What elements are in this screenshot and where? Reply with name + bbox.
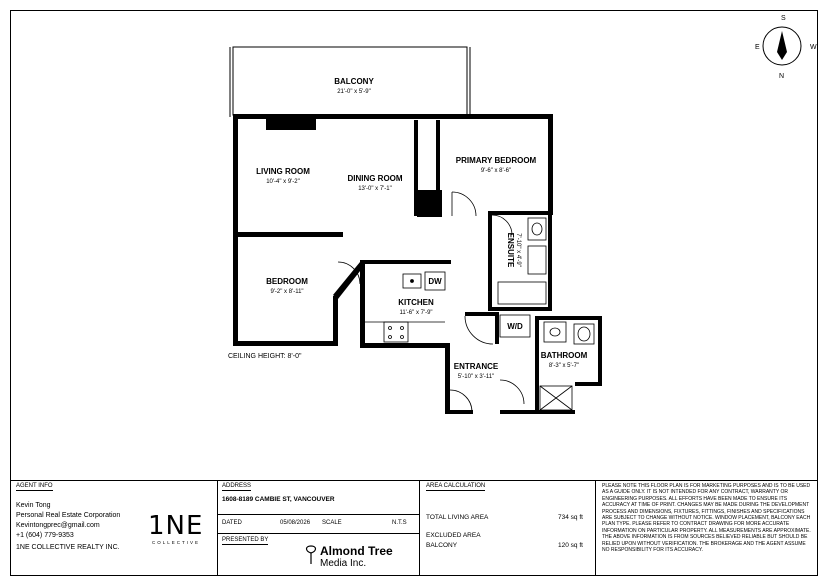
entrance-dim: 5'-10" x 3'-11" bbox=[457, 374, 495, 380]
address-header: ADDRESS bbox=[222, 483, 252, 489]
agent-email[interactable]: Kevintongprec@gmail.com bbox=[16, 522, 100, 529]
primary-dim: 9'-6" x 8'-6" bbox=[480, 168, 512, 174]
kitchen-name: KITCHEN bbox=[398, 298, 434, 307]
ceiling-height: CEILING HEIGHT: 8'-0" bbox=[228, 353, 302, 360]
brokerage-logo: 1NE bbox=[148, 511, 204, 541]
balcony-dim: 21'-0" x 5'-9" bbox=[337, 89, 371, 95]
agent-title: Personal Real Estate Corporation bbox=[16, 512, 121, 519]
bedroom-name: BEDROOM bbox=[266, 277, 308, 286]
dw-label: DW bbox=[428, 277, 442, 286]
entrance-name: ENTRANCE bbox=[453, 362, 499, 371]
primary-name: PRIMARY BEDROOM bbox=[455, 156, 537, 165]
living-name: LIVING ROOM bbox=[256, 167, 310, 176]
total-area-value: 734 sq ft bbox=[558, 514, 583, 521]
compass bbox=[755, 15, 817, 80]
dining-name: DINING ROOM bbox=[347, 174, 403, 183]
bathroom-name: BATHROOM bbox=[540, 351, 588, 360]
door-entrance bbox=[450, 390, 472, 412]
wd-label: W/D bbox=[507, 322, 523, 331]
presented-label: PRESENTED BY bbox=[222, 537, 269, 543]
total-area-label: TOTAL LIVING AREA bbox=[426, 514, 489, 521]
compass-west: W bbox=[810, 44, 817, 51]
brokerage-logo-sub: COLLECTIVE bbox=[152, 540, 201, 545]
agent-company: 1NE COLLECTIVE REALTY INC. bbox=[16, 544, 120, 551]
bathroom-dim: 8'-3" x 5'-7" bbox=[548, 363, 580, 369]
compass-south: S bbox=[781, 15, 786, 22]
scale-label: SCALE bbox=[322, 520, 342, 526]
area-column bbox=[420, 481, 596, 576]
disclaimer: PLEASE NOTE THIS FLOOR PLAN IS FOR MARKETING PURPOSES AND IS TO BE USED AS A GUIDE ONLY. IT IS NOT INTENDED FOR ANY CONTRACT, WARRANTY OR ENGINEERING PURPOSES. ALL EFFORTS HAVE BEEN MADE TO ENSURE ITS ACCURACY AT TIME OF PRINT. CHANGES MAY BE MADE DURING THE DEVELOPMENT PROCESS AND DIMENSIONS, FIXTURES, FITTINGS, FINISHES AND SPECIFICATIONS ARE SUBJECT TO CHANGE WITHOUT NOTICE. WINDOW PLACEMENT, BALCONY EACH PLAN TYPE. PLEASE REFER TO CONTRACT DRAWING FOR MORE ACCURATE INFORMATION ON PARTICULAR PROPERTY. ALL MEASUREMENTS ARE APPROXIMATE. THE ABOVE INFORMATION IS FROM SOURCES BELIEVED RELIABLE BUT SHOULD BE RELIED UPON WITHOUT VERIFICATION. THE BROKERAGE AND THE AGENT ASSUME NO RESPONSIBILITY FOR ITS ACCURACY. bbox=[602, 483, 811, 554]
door-bath bbox=[500, 380, 524, 404]
dated-label: DATED bbox=[222, 520, 242, 526]
address-column bbox=[218, 481, 420, 576]
dining-dim: 13'-0" x 7'-1" bbox=[358, 186, 392, 192]
presenter-line1: Almond Tree bbox=[320, 544, 393, 558]
balcony-name: BALCONY bbox=[334, 77, 374, 86]
almond-tree-icon bbox=[304, 545, 318, 565]
closet-primary bbox=[417, 190, 442, 217]
compass-needle-icon bbox=[777, 31, 787, 60]
ensuite-name: ENSUITE bbox=[506, 232, 515, 268]
wardrobe-living bbox=[266, 116, 316, 130]
agent-header: AGENT INFO bbox=[16, 483, 53, 489]
address-value: 1608-8189 CAMBIE ST, VANCOUVER bbox=[222, 496, 335, 503]
balcony-area-label: BALCONY bbox=[426, 542, 458, 549]
living-dim: 10'-4" x 9'-2" bbox=[266, 179, 300, 185]
compass-east: E bbox=[755, 44, 760, 51]
agent-name: Kevin Tong bbox=[16, 502, 51, 509]
presenter-line2: Media Inc. bbox=[320, 558, 367, 569]
agent-column bbox=[10, 481, 218, 576]
excluded-area-label: EXCLUDED AREA bbox=[426, 532, 481, 539]
bedroom-dim: 9'-2" x 8'-11" bbox=[270, 289, 304, 295]
compass-north: N bbox=[779, 73, 785, 80]
scale-value: N.T.S bbox=[392, 520, 407, 526]
area-header: AREA CALCULATION bbox=[426, 483, 486, 489]
title-block bbox=[10, 480, 818, 576]
door-primary bbox=[452, 192, 476, 216]
agent-phone[interactable]: +1 (604) 779-9353 bbox=[16, 532, 74, 539]
dated-value: 05/08/2026 bbox=[280, 520, 311, 526]
door-wd bbox=[465, 316, 493, 344]
kitchen-dim: 11'-6" x 7'-9" bbox=[399, 310, 433, 316]
balcony-area-value: 120 sq ft bbox=[558, 542, 583, 549]
ensuite-dim: 7'-10" x 4'-9" bbox=[515, 233, 521, 267]
